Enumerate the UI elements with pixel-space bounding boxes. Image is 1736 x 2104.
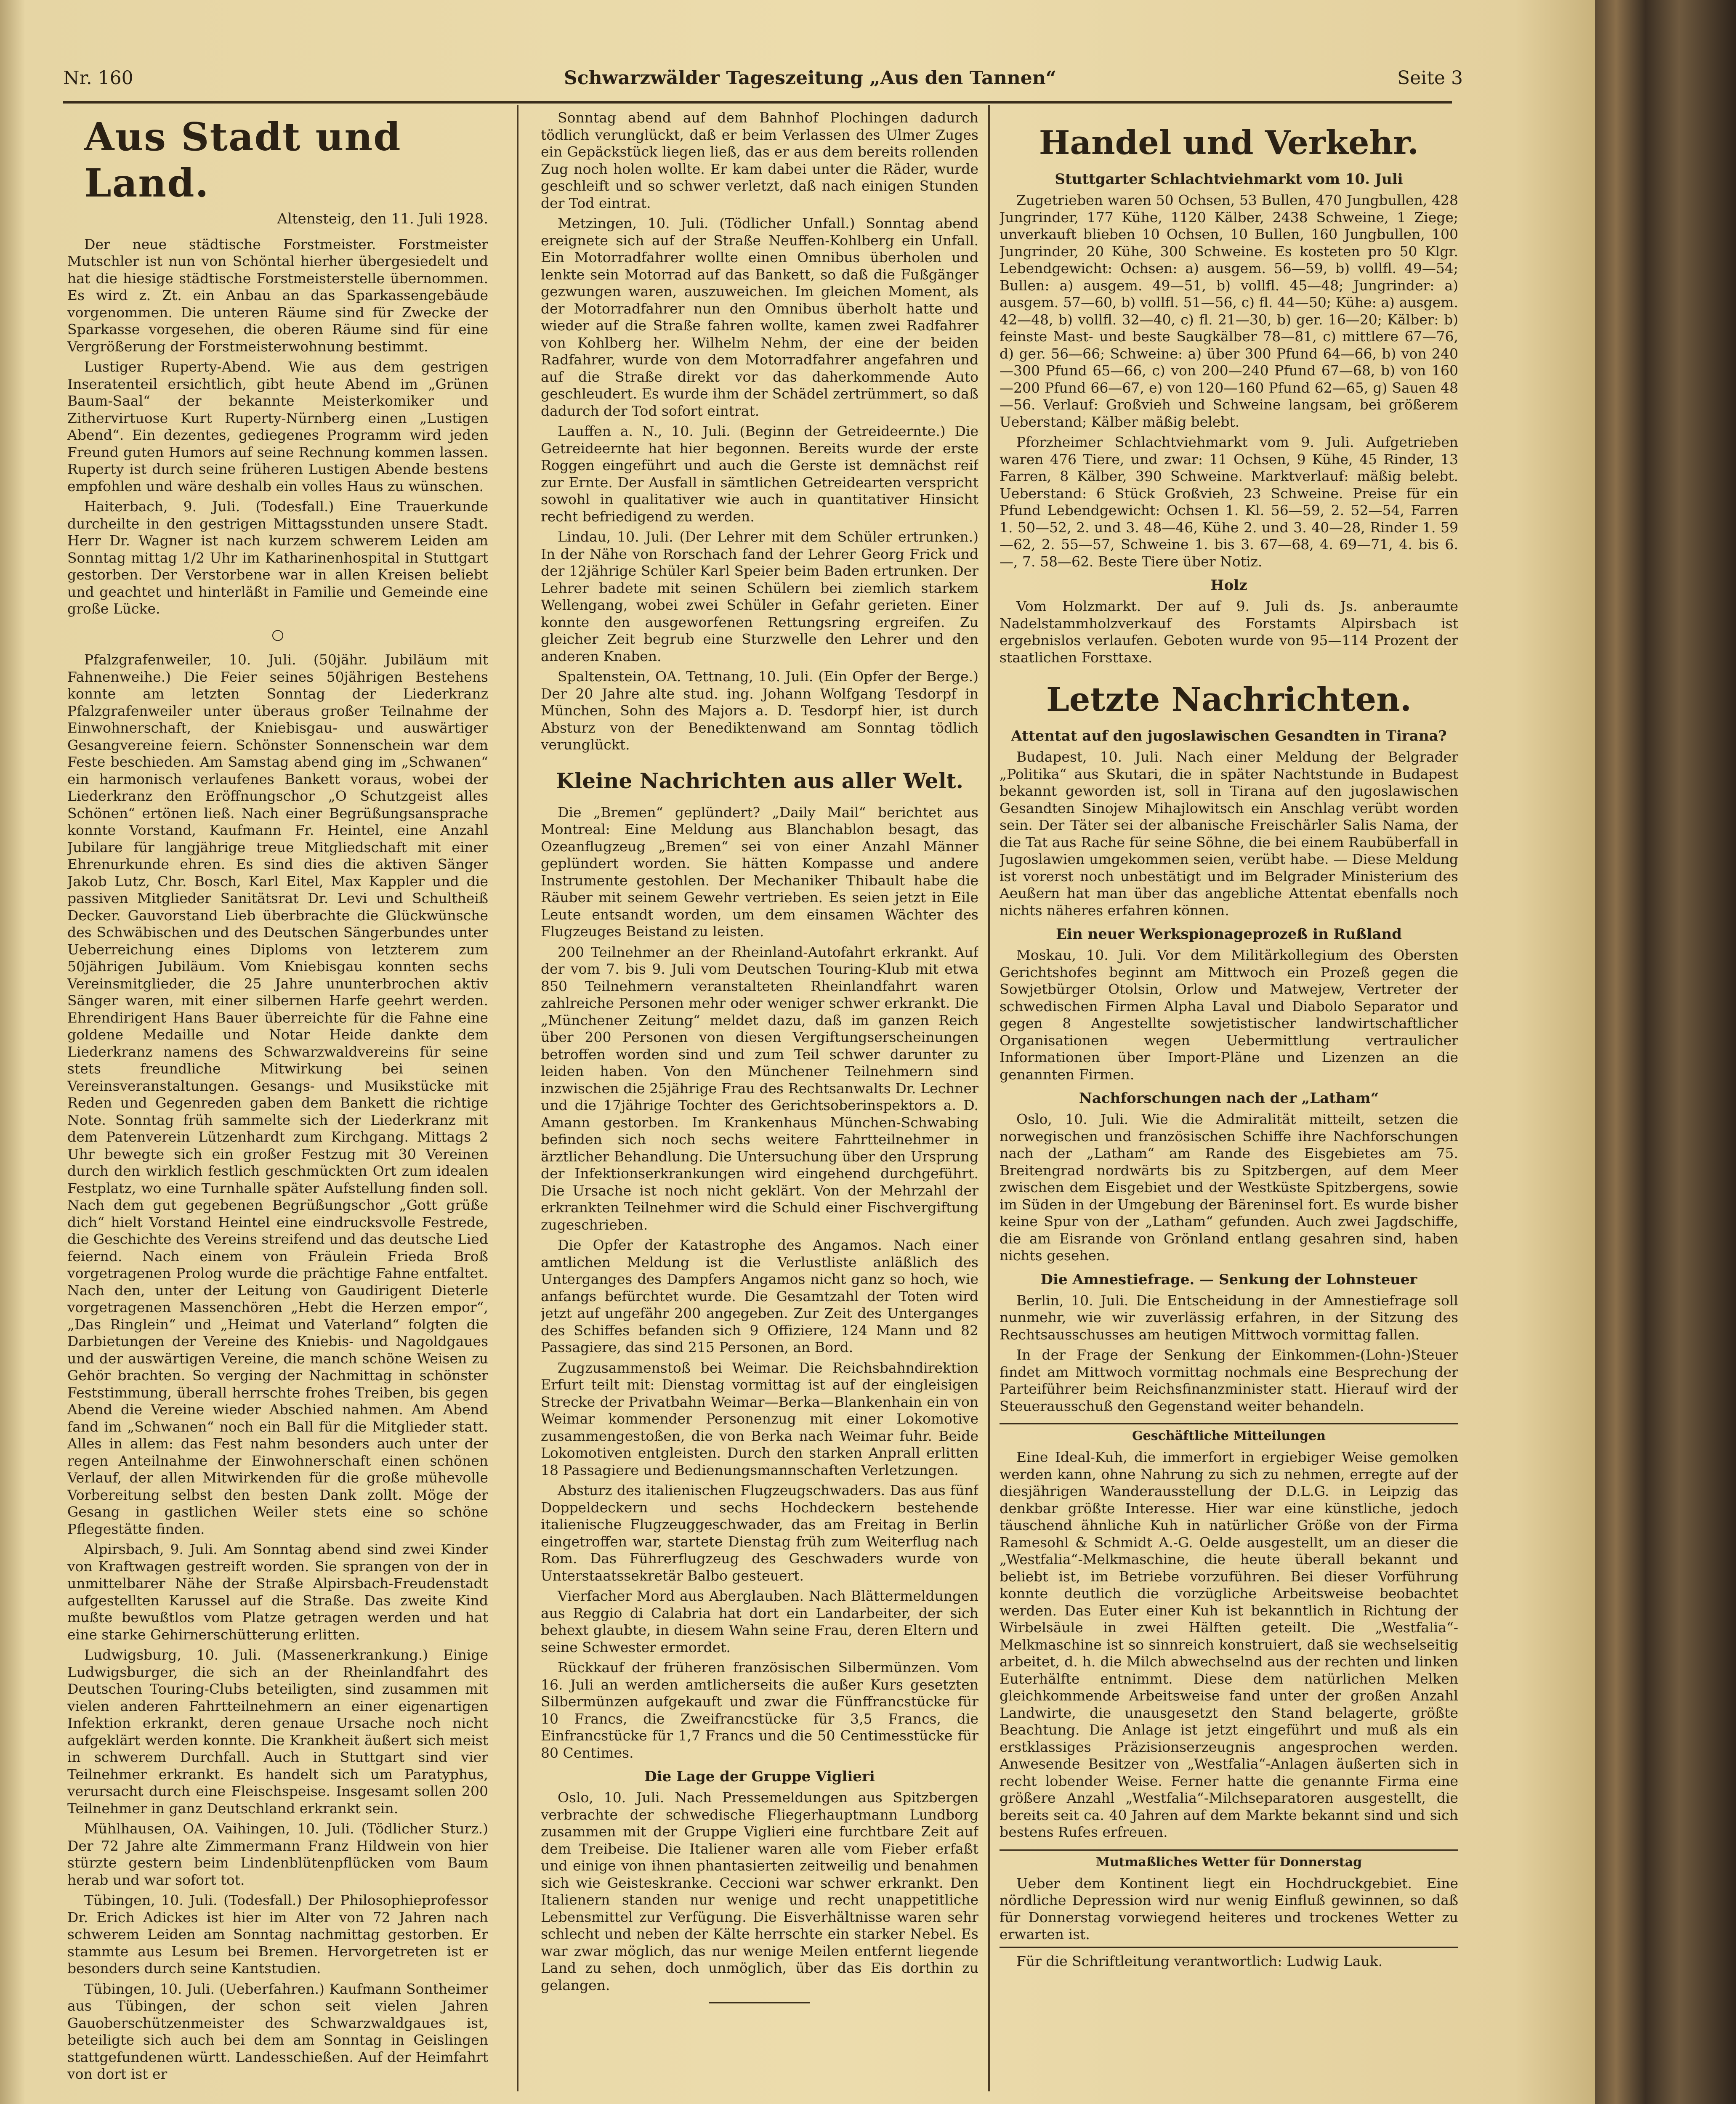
end-rule	[709, 2002, 810, 2003]
column-2	[541, 109, 978, 2087]
article-mord: Vierfacher Mord aus Aberglauben. Nach Blättermeldungen aus Reggio di Calabria hat dort ein Landarbeiter, der sich behext glaubte, in diesem Wahn seine Frau, deren Eltern und seine Schwester ermordet.	[541, 1588, 978, 1655]
section-title-latest: Letzte Nachrichten.	[1046, 680, 1412, 719]
subhead-amnestie: Die Amnestiefrage. — Senkung der Lohnsteuer	[1040, 1271, 1417, 1288]
column-1	[67, 109, 488, 2087]
column-divider-1	[517, 105, 518, 2091]
issue-number: Nr. 160	[63, 67, 133, 89]
article-bremen: Die „Bremen“ geplündert? „Daily Mail“ berichtet aus Montreal: Eine Meldung aus Blanchablon besagt, das Ozeanflugzeug „Bremen“ sei von einer Anzahl Männer geplündert worden. Sie hätten Kompasse und andere Instrumente gestohlen. Der Mechaniker Thibault habe die Räuber mit seinem Gewehr vertrieben. Es seien jetzt in Eile Leute entsandt worden, um dem einsamen Wächter des Flugzeuges Beistand zu leisten.	[541, 804, 978, 940]
article-holzmarkt: Vom Holzmarkt. Der auf 9. Juli ds. Js. anberaumte Nadelstammholzverkauf des Forstamts Alpirsbach ist ergebnislos verlaufen. Geboten wurde von 95—114 Prozent der staatlichen Forsttaxe.	[1000, 598, 1458, 666]
subhead-latham: Nachforschungen nach der „Latham“	[1079, 1090, 1379, 1107]
article-tuebingen-ueberfahren: Tübingen, 10. Juli. (Ueberfahren.) Kaufmann Sontheimer aus Tübingen, der schon seit vielen Jahren Gauoberschützenmeister des Schwarzwaldgaues ist, beteiligte sich auch bei dem am Sonntag in Geislingen stattgefundenen württ. Landesschießen. Auf der Heimfahrt von dort ist er	[67, 1980, 488, 2082]
article-tuebingen-todesfall: Tübingen, 10. Juli. (Todesfall.) Der Philosophieprofessor Dr. Erich Adickes ist hier im Alter von 72 Jahren nach schwerem Leiden am Sonntag nachmittag gestorben. Er stammte aus Lesum bei Bremen. Hervorgetreten ist er besonders durch seine Kantstudien.	[67, 1892, 488, 1976]
article-ludwigsburg: Ludwigsburg, 10. Juli. (Massenerkrankung.) Einige Ludwigsburger, die sich an der Rheinlandfahrt des Deutschen Touring-Clubs beteiligten, sind zusammen mit vielen anderen Fahrtteilnehmern an einer eigenartigen Infektion erkrankt, deren genaue Ursache noch nicht aufgeklärt werden konnte. Die Krankheit äußert sich meist in schwerem Durchfall. Auch in Stuttgart sind vier Teilnehmer erkrankt. Es handelt sich um Paratyphus, verursacht durch eine Fleischspeise. Insgesamt sollen 200 Teilnehmer in ganz Deutschland erkrankt sein.	[67, 1647, 488, 1817]
article-rheinland: 200 Teilnehmer an der Rheinland-Autofahrt erkrankt. Auf der vom 7. bis 9. Juli vom Deutschen Touring-Klub mit etwa 850 Teilnehmern veranstalteten Rheinlandfahrt waren zahlreiche Personen mehr oder weniger schwer erkrankt. Die „Münchener Zeitung“ meldet dazu, daß im ganzen Reich über 200 Personen von diesen Vergiftungserscheinungen betroffen worden sind und zum Teil schwer darunter zu leiden haben. Von den Münchener Teilnehmern sind inzwischen die 25jährige Frau des Rechtsanwalts Dr. Lechner und die 17jährige Tochter des Gerichtsoberinspektors a. D. Amann gestorben. Im Krankenhaus München-Schwabing befinden sich noch sechs weitere Fahrtteilnehmer in ärztlicher Behandlung. Die Untersuchung über den Ursprung der Infektionserkrankungen wird eingehend durchgeführt. Die Ursache ist noch nicht geklärt. Von der Mehrzahl der erkrankten Teilnehmer wird die Schuld einer Fischvergiftung zugeschrieben.	[541, 943, 978, 1233]
article-wetter: Ueber dem Kontinent liegt ein Hochdruckgebiet. Eine nördliche Depression wird nur wenig Einfluß gewinnen, so daß für Donnerstag vorwiegend heiteres und trockenes Wetter zu erwarten ist.	[1000, 1875, 1458, 1942]
subhead-viglieri: Die Lage der Gruppe Viglieri	[644, 1768, 875, 1785]
article-budapest: Budapest, 10. Juli. Nach einer Meldung der Belgrader „Politika“ aus Skutari, die in später Nachtstunde in Budapest bekannt geworden ist, soll in Tirana auf den jugoslawischen Gesandten Sinojew Mihajlowitsch ein Anschlag verübt worden sein. Der Täter sei der albanische Freischärler Salis Nama, der die Tat aus Rache für seine Söhne, die bei einem Raubüberfall in Jugoslawien umgekommen seien, verübt habe. — Diese Meldung ist vorerst noch unbestätigt und im Belgrader Ministerium des Aeußern hat man über das angebliche Attentat ebenfalls noch nichts näheres erfahren können.	[1000, 749, 1458, 919]
article-berlin: Berlin, 10. Juli. Die Entscheidung in der Amnestiefrage soll nunmehr, wie wir zuverlässig erfahren, in der Sitzung des Rechtsausschusses am heutigen Mittwoch vormittag fallen.	[1000, 1292, 1458, 1343]
article-forstmeister: Der neue städtische Forstmeister. Forstmeister Mutschler ist nun von Schöntal hierher übergesiedelt und hat die hiesige städtische Forstmeisterstelle übernommen. Es wird z. Zt. ein Anbau an das Sparkassengebäude vorgenommen. Die unteren Räume sind für Zwecke der Sparkasse vorgesehen, die oberen Räume sind für eine Vergrößerung der Forstmeisterwohnung bestimmt.	[67, 236, 488, 355]
ornament: ○	[271, 626, 284, 643]
section-title-world: Kleine Nachrichten aus aller Welt.	[556, 768, 964, 793]
article-spaltenstein: Spaltenstein, OA. Tettnang, 10. Juli. (Ein Opfer der Berge.) Der 20 Jahre alte stud. ing. Johann Wolfgang Tesdorpf in München, Sohn des Majors a. D. Tesdorpf hier, ist durch Absturz von der Benediktenwand am Sonntag tödlich verunglückt.	[541, 668, 978, 753]
section-title-handel: Handel und Verkehr.	[1039, 124, 1419, 162]
article-angamos: Die Opfer der Katastrophe des Angamos. Nach einer amtlichen Meldung ist die Verlustliste anläßlich des Unterganges des Dampfers Angamos nicht ganz so hoch, wie anfangs befürchtet wurde. Die Gesamtzahl der Toten wird jetzt auf ungefähr 200 angegeben. Zur Zeit des Unterganges des Schiffes befanden sich 9 Offiziere, 124 Mann und 82 Passagiere, das sind 215 Personen, an Bord.	[541, 1237, 978, 1355]
article-ruperty: Lustiger Ruperty-Abend. Wie aus dem gestrigen Inseratenteil ersichtlich, gibt heute Abend im „Grünen Baum-Saal“ der bekannte Meisterkomiker und Zithervirtuose Kurt Ruperty-Nürnberg einen „Lustigen Abend“. Ein dezentes, gediegenes Programm wird jeden Freund guten Humors auf seine Rechnung kommen lassen. Ruperty ist durch seine früheren Lustigen Abende bestens empfohlen und wäre deshalb ein volles Haus zu wünschen.	[67, 359, 488, 494]
page-header	[63, 67, 1463, 101]
header-rule	[63, 101, 1452, 104]
article-alpirsbach: Alpirsbach, 9. Juli. Am Sonntag abend sind zwei Kinder von Kraftwagen gestreift worden. Sie sprangen von der in unmittelbarer Nähe der Straße Alpirsbach-Freudenstadt aufgestellten Karussel auf die Straße. Das zweite Kind mußte bewußtlos vom Platze getragen werden und hat eine starke Gehirnerschütterung erlitten.	[67, 1541, 488, 1643]
article-idealkuh: Eine Ideal-Kuh, die immerfort in ergiebiger Weise gemolken werden kann, ohne Nahrung zu sich zu nehmen, erregte auf der diesjährigen Wanderausstellung der D.L.G. in Leipzig das denkbar größte Interesse. Hier war eine künstliche, jedoch täuschend ähnliche Kuh in natürlicher Größe von der Firma Ramesohl & Schmidt A.-G. Oelde ausgestellt, um an dieser die „Westfalia“-Melkmaschine, die heute überall bekannt und beliebt ist, im Betriebe vorzuführen. Bei dieser Vorführung konnte deutlich die vorzügliche Arbeitsweise beobachtet werden. Das Euter einer Kuh ist bekanntlich in Richtung der Wirbelsäule in zwei Hälften geteilt. Die „Westfalia“-Melkmaschine ist so sinnreich konstruiert, daß sie wechselseitig arbeitet, d. h. die Milch abwechselnd aus der rechten und linken Euterhälfte entnimmt. Diese dem natürlichen Melken gleichkommende Arbeitsweise fand unter der großen Anzahl Landwirte, die unausgesetzt den Stand belagerte, größte Beachtung. Die Anlage ist jetzt eingeführt und muß als ein erstklassiges Präzisionserzeugnis angesprochen werden. Anwesende Besitzer von „Westfalia“-Anlagen äußerten sich in recht lobender Weise. Ferner hatte die genannte Firma eine größere Anzahl „Westfalia“-Milchseparatoren ausgestellt, die bereits seit ca. 40 Jahren auf dem Markte bekannt sind und sich bestens Rufes erfreuen.	[1000, 1449, 1458, 1840]
subhead-geschaeftlich: Geschäftliche Mitteilungen	[1000, 1423, 1458, 1445]
article-lauffen: Lauffen a. N., 10. Juli. (Beginn der Getreideernte.) Die Getreideernte hat hier begonnen. Bereits wurde der erste Roggen eingeführt und auch die Gerste ist demnächst reif zur Ernte. Der Ausfall in sämtlichen Getreidearten verspricht sowohl in qualitativer wie auch in quantitativer Hinsicht recht befriedigend zu werden.	[541, 423, 978, 525]
article-moskau: Moskau, 10. Juli. Vor dem Militärkollegium des Obersten Gerichtshofes beginnt am Mittwoch ein Prozeß gegen die Sowjetbürger Otolsin, Orlow und Matwejew, Vertreter der schwedischen Firmen Alpha Laval und Diabolo Separator und gegen 8 Angestellte sowjetistischer landwirtschaftlicher Organisationen wegen Uebermittlung vertraulicher Informationen über Import-Pläne und Lizenzen an die genannten Firmen.	[1000, 947, 1458, 1083]
article-muehlhausen: Mühlhausen, OA. Vaihingen, 10. Juli. (Tödlicher Sturz.) Der 72 Jahre alte Zimmermann Franz Hildwein von hier stürzte gestern beim Lindenblütenpflücken vom Baum herab und war sofort tot.	[67, 1820, 488, 1888]
article-pfalzgrafenweiler: Pfalzgrafenweiler, 10. Juli. (50jähr. Jubiläum mit Fahnenweihe.) Die Feier seines 50jährigen Bestehens konnte am letzten Sonntag der Liederkranz Pfalzgrafenweiler unter überaus großer Teilnahme der Einwohnerschaft, der Kniebisgau- und auswärtiger Gesangvereine feiern. Schönster Sonnenschein war dem Feste beschieden. Am Samstag abend ging im „Schwanen“ ein harmonisch verlaufenes Bankett voraus, wobei der Liederkranz den Eröffnungschor „O Schutzgeist alles Schönen“ ertönen ließ. Nach einer Begrüßungsansprache konnte Vorstand, Kaufmann Fr. Heintel, eine Anzahl Jubilare für langjährige treue Mitgliedschaft mit einer Ehrenurkunde ehren. Es sind dies die aktiven Sänger Jakob Lutz, Chr. Bosch, Karl Eitel, Max Kappler und die passiven Mitglieder Sanitätsrat Dr. Levi und Schultheiß Decker. Gauvorstand Lieb überbrachte die Glückwünsche des Schwäbischen und des Deutschen Sängerbundes unter Ueberreichung eines Diploms von letzterem zum 50jährigen Jubiläum. Vom Kniebisgau konnten sechs Vereinsmitglieder, die 25 Jahre ununterbrochen aktiv Sänger waren, mit einer silbernen Harfe geehrt werden. Ehrendirigent Hans Bauer überreichte für die Fahne eine goldene Medaille und Notar Heide dankte dem Liederkranz namens des Schwarzwaldvereins für seine stets freundliche Mitwirkung bei seinen Vereinsveranstaltungen. Gesangs- und Musikstücke mit Reden und Gegenreden gaben dem Bankett die richtige Note. Sonntag früh sammelte sich der Liederkranz mit dem Patenverein Lützenhardt zum Kirchgang. Mittags 2 Uhr bewegte sich ein großer Festzug mit 30 Vereinen durch den wirklich festlich geschmückten Ort zum idealen Festplatz, wo eine Turnhalle später Aufstellung finden soll. Nach dem gut gegebenen Begrüßungschor „Gott grüße dich“ hielt Vorstand Heintel eine eindrucksvolle Festrede, die Geschichte des Vereins streifend und das deutsche Lied feiernd. Nach einem von Fräulein Frieda Broß vorgetragenen Prolog wurde die prächtige Fahne entfaltet. Nach den, unter der Leitung von Gaudirigent Dieterle vorgetragenen Massenchören „Hebt die Herzen empor“, „Das Ringlein“ und „Heimat und Vaterland“ folgten die Darbietungen der Vereine des Kniebis- und Nagoldgaues und der auswärtigen Vereine, die manch schöne Weisen zu Gehör brachten. So verging der Nachmittag in schönster Feststimmung, überall herrschte frohes Treiben, bis gegen Abend die Vereine wieder Abschied nahmen. Am Abend fand im „Schwanen“ noch ein Ball für die Mitglieder statt. Alles in allem: das Fest nahm besonders auch unter der regen Anteilnahme der Einwohnerschaft einen schönen Verlauf, der allen Mitwirkenden für die große mühevolle Vorbereitung selbst den besten Dank zollt. Möge der Gesang in gastlichen Weiler stets eine so schöne Pflegestätte finden.	[67, 651, 488, 1537]
article-continued: Sonntag abend auf dem Bahnhof Plochingen dadurch tödlich verunglückt, daß er beim Verlassen des Ulmer Zuges ein Gepäckstück liegen ließ, das er aus dem bereits rollenden Zug noch holen wollte. Er kam dabei unter die Räder, wurde geschleift und so schwer verletzt, daß nach einigen Stunden der Tod eintrat.	[541, 109, 978, 211]
subhead-attentat: Attentat auf den jugoslawischen Gesandten in Tirana?	[1011, 728, 1447, 744]
article-stuttgart-market: Zugetrieben waren 50 Ochsen, 53 Bullen, 470 Jungbullen, 428 Jungrinder, 177 Kühe, 1120 Kälber, 2438 Schweine, 1 Ziege; unverkauft blieben 10 Ochsen, 10 Bullen, 160 Jungbullen, 100 Jungrinder, 20 Kühe, 300 Schweine. Es kosteten pro 50 Klgr. Lebendgewicht: Ochsen: a) ausgem. 56—59, b) vollfl. 49—54; Bullen: a) ausgem. 49—51, b) vollfl. 45—48; Jungrinder: a) ausgem. 57—60, b) vollfl. 51—56, c) fl. 44—50; Kühe: a) ausgem. 42—48, b) vollfl. 32—40, c) fl. 21—30, b) ger. 16—20; Kälber: b) feinste Mast- und beste Saugkälber 78—81, c) mittlere 67—76, d) ger. 56—66; Schweine: a) über 300 Pfund 64—66, b) von 240—300 Pfund 65—66, c) von 200—240 Pfund 67—68, b) von 160—200 Pfund 66—67, e) von 120—160 Pfund 62—65, g) Sauen 48—56. Verlauf: Großvieh und Schweine langsam, bei größerem Ueberstand; Kälber mäßig belebt.	[1000, 192, 1458, 430]
column-3	[1000, 109, 1458, 2087]
newspaper-title: Schwarzwälder Tageszeitung „Aus den Tannen“	[564, 67, 1057, 89]
subhead-stuttgart: Stuttgarter Schlachtviehmarkt vom 10. Juli	[1055, 171, 1403, 188]
article-metzingen: Metzingen, 10. Juli. (Tödlicher Unfall.) Sonntag abend ereignete sich auf der Straße Neuffen-Kohlberg ein Unfall. Ein Motorradfahrer wollte einen Omnibus überholen und lenkte sein Motorrad auf das Bankett, so daß die Fußgänger gezwungen waren, auszuweichen. Im gleichen Moment, als der Motorradfahrer nun den Omnibus überholt hatte und wieder auf die Straße fahren wollte, kamen zwei Radfahrer von Kohlberg her. Wilhelm Nehm, der eine der beiden Radfahrer, wurde von dem Motorradfahrer angefahren und auf die Straße direkt vor das daherkommende Auto geschleudert. Es wurde ihm der Schädel zertrümmert, so daß dadurch der Tod sofort eintrat.	[541, 215, 978, 419]
dateline: Altensteig, den 11. Juli 1928.	[277, 210, 488, 227]
editor-signature: Für die Schriftleitung verantwortlich: Ludwig Lauk.	[1000, 1947, 1458, 1970]
page-number: Seite 3	[1397, 67, 1463, 89]
article-flugzeug: Absturz des italienischen Flugzeugschwaders. Das aus fünf Doppeldeckern und sechs Hochdeckern bestehende italienische Flugzeuggeschwader, das am Freitag in Berlin eingetroffen war, startete Dienstag früh zum Weiterflug nach Rom. Das Führerflugzeug des Geschwaders wurde von Unterstaatssekretär Balbo gesteuert.	[541, 1482, 978, 1584]
subhead-wetter: Mutmaßliches Wetter für Donnerstag	[1000, 1849, 1458, 1872]
article-pforzheim-market: Pforzheimer Schlachtviehmarkt vom 9. Juli. Aufgetrieben waren 476 Tiere, und zwar: 11 Ochsen, 9 Kühe, 45 Rinder, 13 Farren, 8 Kälber, 390 Schweine. Marktverlauf: mäßig belebt. Ueberstand: 6 Stück Großvieh, 23 Schweine. Preise für ein Pfund Lebendgewicht: Ochsen 1. Kl. 56—59, 2. 52—54, Farren 1. 50—52, 2. und 3. 48—46, Kühe 2. und 3. 40—28, Rinder 1. 59—62, 2. 55—57, Schweine 1. bis 3. 67—68, 4. 69—71, 4. bis 6. —, 7. 58—62. Beste Tiere über Notiz.	[1000, 434, 1458, 570]
article-silbermuenzen: Rückkauf der früheren französischen Silbermünzen. Vom 16. Juli an werden amtlicherseits die außer Kurs gesetzten Silbermünzen aufgekauft und zwar die Fünffrancstücke für 10 Francs, die Zweifrancstücke für 3,5 Francs, die Einfrancstücke für 1,7 Francs und die 50 Centimesstücke für 80 Centimes.	[541, 1659, 978, 1761]
article-latham: Oslo, 10. Juli. Wie die Admiralität mitteilt, setzen die norwegischen und französischen Schiffe ihre Nachforschungen nach der „Latham“ am Rande des Eisgebietes am 75. Breitengrad nordwärts bis zu Spitzbergen, auf dem Meer zwischen dem Eisgebiet und der Westküste Spitzbergens, sowie im Süden in der Umgebung der Bäreninsel fort. Es wurde bisher keine Spur von der „Latham“ gefunden. Auch zwei Jagdschiffe, die am Eisrande von Grönland entlang gesahren sind, haben nichts gesehen.	[1000, 1111, 1458, 1264]
subhead-spionage: Ein neuer Werkspionageprozeß in Rußland	[1056, 926, 1402, 943]
subhead-holz: Holz	[1210, 577, 1247, 594]
article-weimar: Zugzusammenstoß bei Weimar. Die Reichsbahndirektion Erfurt teilt mit: Dienstag vormittag ist auf der eingleisigen Strecke der Privatbahn Weimar—Berka—Blankenhain ein von Weimar kommender Personenzug mit einer Lokomotive zusammengestoßen, die von Berka nach Weimar fuhr. Beide Lokomotiven entgleisten. Durch den starken Anprall erlitten 18 Passagiere und Bedienungsmannschaften Verletzungen.	[541, 1359, 978, 1478]
article-oslo: Oslo, 10. Juli. Nach Pressemeldungen aus Spitzbergen verbrachte der schwedische Fliegerhauptmann Lundborg zusammen mit der Gruppe Viglieri eine furchtbare Zeit auf dem Treibeise. Die Italiener waren alle vom Fieber erfaßt und einige von ihnen phantasierten zeitweilig und benahmen sich wie Geisteskranke. Ceccioni war schwer erkrankt. Den Italienern standen nur wenige und recht unappetitliche Lebensmittel zur Verfügung. Die Eisverhältnisse waren sehr schlecht und neben der Kälte herrschte ein starker Nebel. Es war zwar möglich, das nur wenige Meilen entfernt liegende Land zu sehen, doch unmöglich, über das Eis dorthin zu gelangen.	[541, 1789, 978, 1993]
column-divider-2	[988, 105, 990, 2091]
article-lindau: Lindau, 10. Juli. (Der Lehrer mit dem Schüler ertrunken.) In der Nähe von Rorschach fand der Lehrer Georg Frick und der 12jährige Schüler Karl Speier beim Baden ertrunken. Der Lehrer badete mit seinen Schülern bei ziemlich starkem Wellengang, wobei zwei Schüler in Gefahr gerieten. Einer konnte den ausgeworfenen Rettungsring ergreifen. Zu gleicher Zeit begrub eine Sturzwelle den Lehrer und den anderen Knaben.	[541, 529, 978, 664]
book-spine	[1595, 0, 1736, 2104]
article-lohnsteuer: In der Frage der Senkung der Einkommen-(Lohn-)Steuer findet am Mittwoch vormittag nochmals eine Besprechung der Parteiführer beim Reichsfinanzminister statt. Hierauf wird der Steuerausschuß den Gegenstand weiter behandeln.	[1000, 1347, 1458, 1414]
article-haiterbach: Haiterbach, 9. Juli. (Todesfall.) Eine Trauerkunde durcheilte in den gestrigen Mittagsstunden unsere Stadt. Herr Dr. Wagner ist nach kurzem schwerem Leiden am Sonntag mittag 1/2 Uhr im Katharinenhospital in Stuttgart gestorben. Der Verstorbene war in allen Kreisen beliebt und geachtet und hinterläßt in Familie und Gemeinde eine große Lücke.	[67, 498, 488, 617]
section-title-local: Aus Stadt und Land.	[84, 114, 401, 206]
